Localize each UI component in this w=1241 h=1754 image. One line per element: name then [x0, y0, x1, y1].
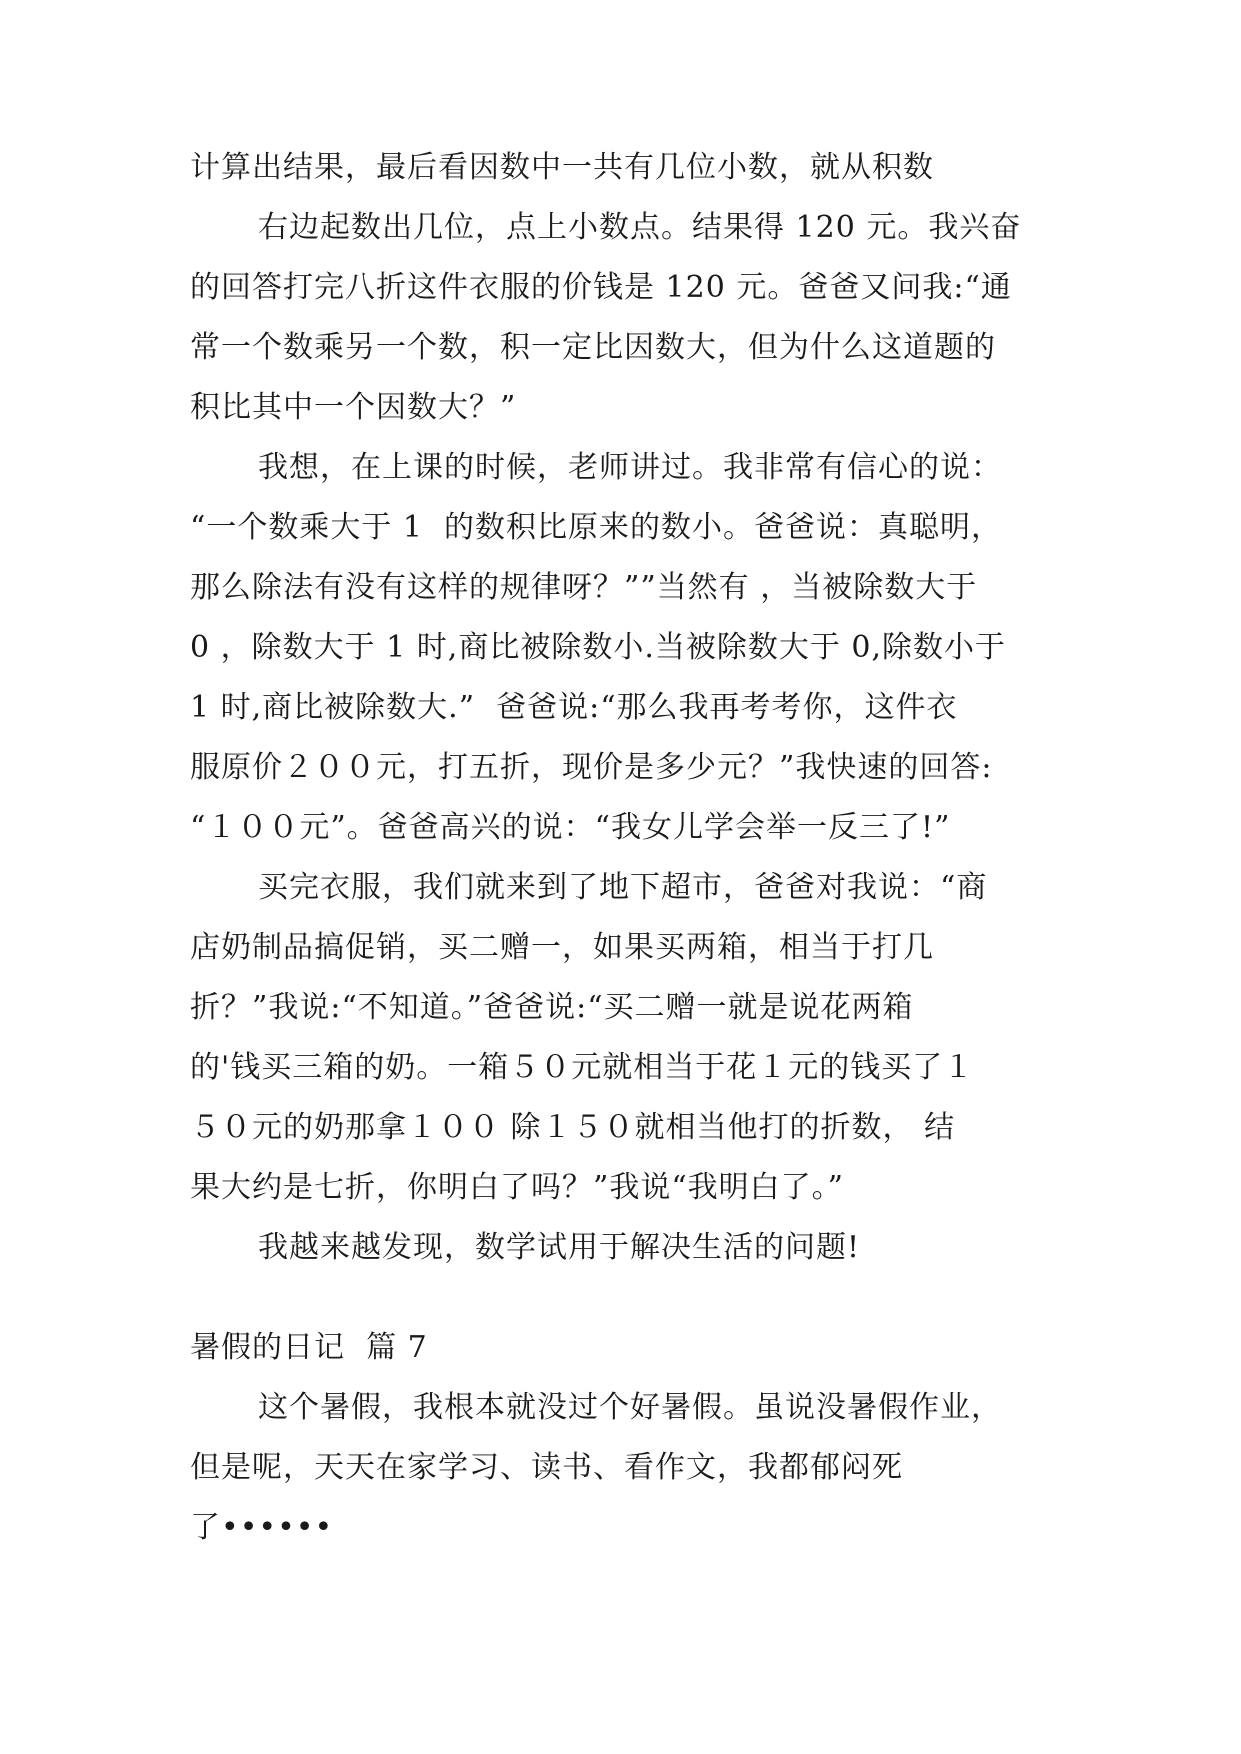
text-line: 的回答打完八折这件衣服的价钱是 120 元。爸爸又问我:“通 — [190, 270, 1012, 305]
text-line: 右边起数出几位，点上小数点。结果得 120 元。我兴奋 — [258, 210, 1022, 245]
text-line: 但是呢，天天在家学习、读书、看作文，我都郁闷死 — [190, 1450, 903, 1485]
text-line: ５０元的奶那拿１００ 除１５０就相当他打的折数， 结 — [190, 1110, 956, 1145]
text-line: 的'钱买三箱的奶。一箱５０元就相当于花１元的钱买了１ — [190, 1050, 975, 1085]
text-line: 折？”我说:“不知道。”爸爸说:“买二赠一就是说花两箱 — [190, 990, 914, 1025]
text-line: 我越来越发现，数学试用于解决生活的问题! — [258, 1230, 861, 1265]
text-line: 店奶制品搞促销，买二赠一，如果买两箱，相当于打几 — [190, 930, 934, 965]
text-line: 积比其中一个因数大？” — [190, 390, 517, 425]
text-line: 果大约是七折，你明白了吗？”我说“我明白了。” — [190, 1170, 845, 1205]
text-line: 买完衣服，我们就来到了地下超市，爸爸对我说：“商 — [258, 870, 988, 905]
text-line: 我想，在上课的时候，老师讲过。我非常有信心的说： — [258, 450, 1002, 485]
text-line: 那么除法有没有这样的规律呀？””当然有 ，当被除数大于 — [190, 570, 978, 605]
text-line: 0 ，除数大于 1 时,商比被除数小.当被除数大于 0,除数小于 — [190, 630, 1007, 665]
text-line: “一个数乘大于 1 的数积比原来的数小。爸爸说：真聪明， — [190, 510, 1003, 545]
text-line: 服原价２００元，打五折，现价是多少元？”我快速的回答: — [190, 750, 993, 785]
section-heading: 暑假的日记 篇 7 — [190, 1330, 428, 1365]
text-line: “１００元”。爸爸高兴的说：“我女儿学会举一反三了!” — [190, 810, 951, 845]
text-line: 这个暑假，我根本就没过个好暑假。虽说没暑假作业， — [258, 1390, 1002, 1425]
text-line: 常一个数乘另一个数，积一定比因数大，但为什么这道题的 — [190, 330, 996, 365]
text-line: 了•••••• — [190, 1510, 334, 1545]
text-line: 1 时,商比被除数大.” 爸爸说:“那么我再考考你，这件衣 — [190, 690, 958, 725]
text-line: 计算出结果，最后看因数中一共有几位小数，就从积数 — [190, 150, 934, 185]
